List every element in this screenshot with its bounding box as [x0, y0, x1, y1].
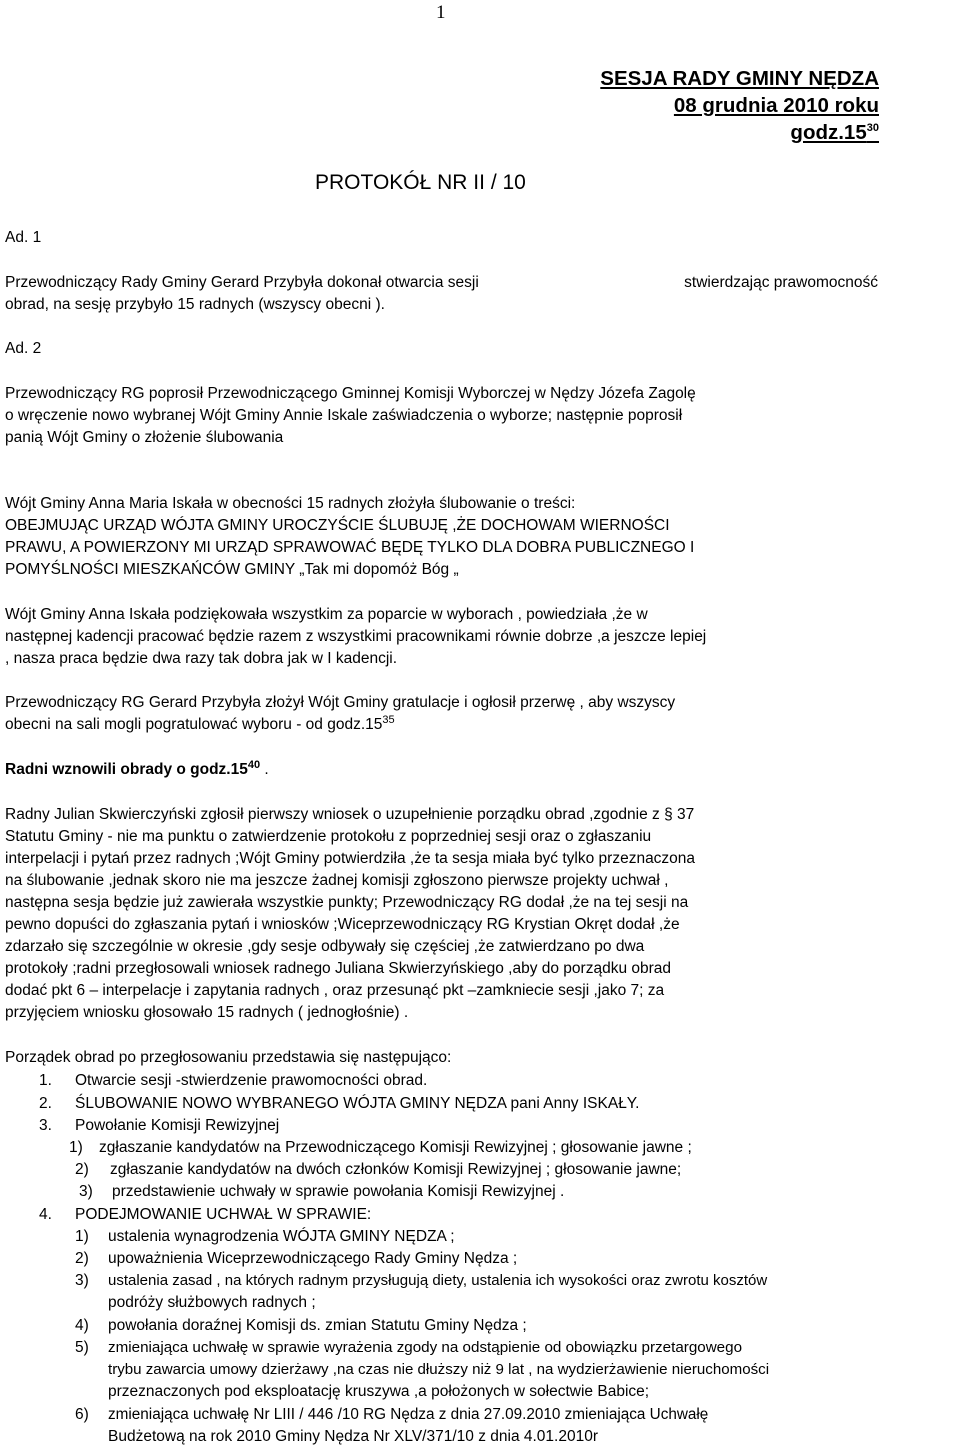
session-title: SESJA RADY GMINY NĘDZA — [600, 67, 879, 90]
ad2-para3-line: , nasza praca będzie dwa razy tak dobra jak w I kadencji. — [5, 650, 398, 667]
ad2-para4-line2-text: obecni na sali mogli pogratulować wyboru - od godz.15 — [5, 716, 383, 733]
agenda-item: PODEJMOWANIE UCHWAŁ W SPRAWIE: — [75, 1206, 372, 1223]
agenda-item: Powołanie Komisji Rewizyjnej — [75, 1117, 280, 1134]
agenda-subnum: 2) — [75, 1161, 89, 1178]
ad2-para5-line: pewno dopuści do zgłaszania pytań i wniosków ;Wiceprzewodniczący RG Krystian Okręt dodał ,że — [5, 916, 680, 933]
ad2-para5-line: na ślubowanie ,jednak skoro nie ma jeszcze żadnej komisji zgłoszono pierwsze projekty uchwał , — [5, 872, 669, 889]
ad2-para4 — [5, 692, 878, 736]
agenda-subitem: zmieniająca uchwałę w sprawie wyrażenia zgody na odstąpienie od obowiązku przetargowego — [108, 1339, 743, 1356]
ad2-para2 — [5, 493, 878, 581]
agenda-subitem-cont: trybu zawarcia umowy dzierżawy ,na czas nie dłuższy niż 9 lat , na wydzierżawienie nieruchomości — [108, 1361, 770, 1378]
oath-line: POMYŚLNOŚCI MIESZKAŃCÓW GMINY „Tak mi dopomóż Bóg „ — [5, 561, 459, 578]
ad2-para1-line: panią Wójt Gminy o złożenie ślubowania — [5, 429, 284, 446]
resume-sup: 40 — [247, 758, 261, 771]
ad1-heading: Ad. 1 — [5, 229, 42, 246]
agenda-subnum: 5) — [75, 1339, 89, 1356]
ad2-para5-line: przyjęciem wniosku głosowało 15 radnych ( jednogłośnie) . — [5, 1004, 409, 1021]
ad2-para1 — [5, 383, 878, 449]
resume-line — [5, 759, 878, 781]
agenda-subitem: ustalenia wynagrodzenia WÓJTA GMINY NĘDZA ; — [108, 1228, 455, 1245]
agenda-subitem: powołania doraźnej Komisji ds. zmian Statutu Gminy Nędza ; — [108, 1317, 527, 1334]
resume-tail: . — [260, 761, 269, 778]
ad1-line1-left: Przewodniczący Rady Gminy Gerard Przybyła dokonał otwarcia sesji — [5, 274, 479, 291]
agenda-subitem-cont: podróży służbowych radnych ; — [108, 1294, 316, 1311]
ad2-para4-line1: Przewodniczący RG Gerard Przybyła złożył Wójt Gminy gratulacje i ogłosił przerwę , aby wszyscy — [5, 694, 676, 711]
agenda-subnum: 1) — [69, 1139, 83, 1156]
ad2-para3-line: następnej kadencji pracować będzie razem z wszystkimi pracownikami równie dobrze ,a jeszcze lepiej — [5, 628, 707, 645]
oath-line: OBEJMUJĄC URZĄD WÓJTA GMINY UROCZYŚCIE ŚLUBUJĘ ,ŻE DOCHOWAM WIERNOŚCI — [5, 517, 670, 534]
ad2-para5-line: następna sesja będzie już zawierała wszystkie punkty; Przewodniczący RG dodał ,że na tej sesji na — [5, 894, 689, 911]
agenda-num: 2. — [39, 1095, 52, 1112]
agenda-subitem: upoważnienia Wiceprzewodniczącego Rady Gminy Nędza ; — [108, 1250, 518, 1267]
ad1-line2: obrad, na sesję przybyło 15 radnych (wszyscy obecni ). — [5, 296, 385, 313]
ad2-para5-line: protokoły ;radni przegłosowali wniosek radnego Juliana Skwierzyńskiego ,aby do porządku obrad — [5, 960, 672, 977]
agenda-subitem: zgłaszanie kandydatów na dwóch członków Komisji Rewizyjnej ; głosowanie jawne; — [110, 1161, 682, 1178]
ad2-para5-line: Statutu Gminy - nie ma punktu o zatwierdzenie protokołu z poprzedniej sesji oraz o zgłaszaniu — [5, 828, 652, 845]
page-number: 1 — [436, 2, 446, 23]
agenda-num: 1. — [39, 1072, 52, 1089]
ad2-para5 — [5, 804, 878, 1024]
agenda-subnum: 3) — [79, 1183, 93, 1200]
oath-line: PRAWU, A POWIERZONY MI URZĄD SPRAWOWAĆ BĘDĘ TYLKO DLA DOBRA PUBLICZNEGO I — [5, 539, 695, 556]
protocol-title: PROTOKÓŁ NR II / 10 — [315, 171, 526, 194]
agenda-num: 4. — [39, 1206, 52, 1223]
agenda-subitem: przedstawienie uchwały w sprawie powołania Komisji Rewizyjnej . — [112, 1183, 565, 1200]
ad2-para3 — [5, 604, 878, 670]
agenda-subnum: 1) — [75, 1228, 89, 1245]
agenda-subitem-cont: Budżetową na rok 2010 Gminy Nędza Nr XLV/371/10 z dnia 4.01.2010r — [108, 1428, 598, 1445]
oath-intro: Wójt Gminy Anna Maria Iskała w obecności 15 radnych złożyła ślubowanie o treści: — [5, 495, 576, 512]
agenda-subitem: zmieniająca uchwałę Nr LIII / 446 /10 RG Nędza z dnia 27.09.2010 zmieniająca Uchwałę — [108, 1406, 709, 1423]
agenda-subnum: 3) — [75, 1272, 89, 1289]
agenda-subitem: zgłaszanie kandydatów na Przewodniczącego Komisji Rewizyjnej ; głosowanie jawne ; — [99, 1139, 692, 1156]
ad2-para5-line: zdarzało się szczególnie w okresie ,gdy sesje odbywały się częściej ,że zatwierdzano po dwa — [5, 938, 645, 955]
agenda-subnum: 6) — [75, 1406, 89, 1423]
ad2-para5-line: interpelacji i pytań przez radnych ;Wójt Gminy potwierdziła ,że ta sesja miała być tylko przeznaczona — [5, 850, 696, 867]
session-time-text: godz.15 — [790, 121, 867, 144]
agenda-item: ŚLUBOWANIE NOWO WYBRANEGO WÓJTA GMINY NĘDZA pani Anny ISKAŁY. — [75, 1095, 640, 1112]
agenda-subitem-cont: przeznaczonych pod eksploatację kruszywa ,a położonych w sołectwie Babice; — [108, 1383, 650, 1400]
session-time-minutes: 30 — [866, 122, 879, 135]
ad2-para1-line: o wręczenie nowo wybranej Wójt Gminy Annie Iskale zaświadczenia o wyborze; następnie poprosił — [5, 407, 683, 424]
session-time — [790, 120, 879, 146]
agenda-item: Otwarcie sesji -stwierdzenie prawomocności obrad. — [75, 1072, 428, 1089]
agenda-subitem: ustalenia zasad , na których radnym przysługują diety, ustalenia ich wysokości oraz zwrotu kosztów — [108, 1272, 768, 1289]
ad1-line1-right: stwierdzając prawomocność — [684, 274, 878, 291]
ad2-para3-line: Wójt Gminy Anna Iskała podziękowała wszystkim za poparcie w wyborach , powiedziała ,że w — [5, 606, 648, 623]
agenda-subnum: 4) — [75, 1317, 89, 1334]
session-date: 08 grudnia 2010 roku — [673, 94, 879, 117]
agenda-intro: Porządek obrad po przegłosowaniu przedstawia się następująco: — [5, 1049, 452, 1066]
ad2-heading: Ad. 2 — [5, 340, 42, 357]
ad2-para1-line: Przewodniczący RG poprosił Przewodniczącego Gminnej Komisji Wyborczej w Nędzy Józefa Zagolę — [5, 385, 696, 402]
ad2-para5-line: dodać pkt 6 – interpelacje i zapytania radnych , oraz przesunąć pkt –zamkniecie sesji ,jako 7; za — [5, 982, 665, 999]
agenda-subnum: 2) — [75, 1250, 89, 1267]
resume-text: Radni wznowili obrady o godz.15 — [5, 761, 248, 778]
ad2-para4-line2 — [5, 714, 878, 736]
ad2-para5-line: Radny Julian Skwierczyński zgłosił pierwszy wniosek o uzupełnienie porządku obrad ,zgodnie z § 37 — [5, 806, 695, 823]
ad2-para4-sup: 35 — [382, 713, 395, 726]
agenda-num: 3. — [39, 1117, 52, 1134]
